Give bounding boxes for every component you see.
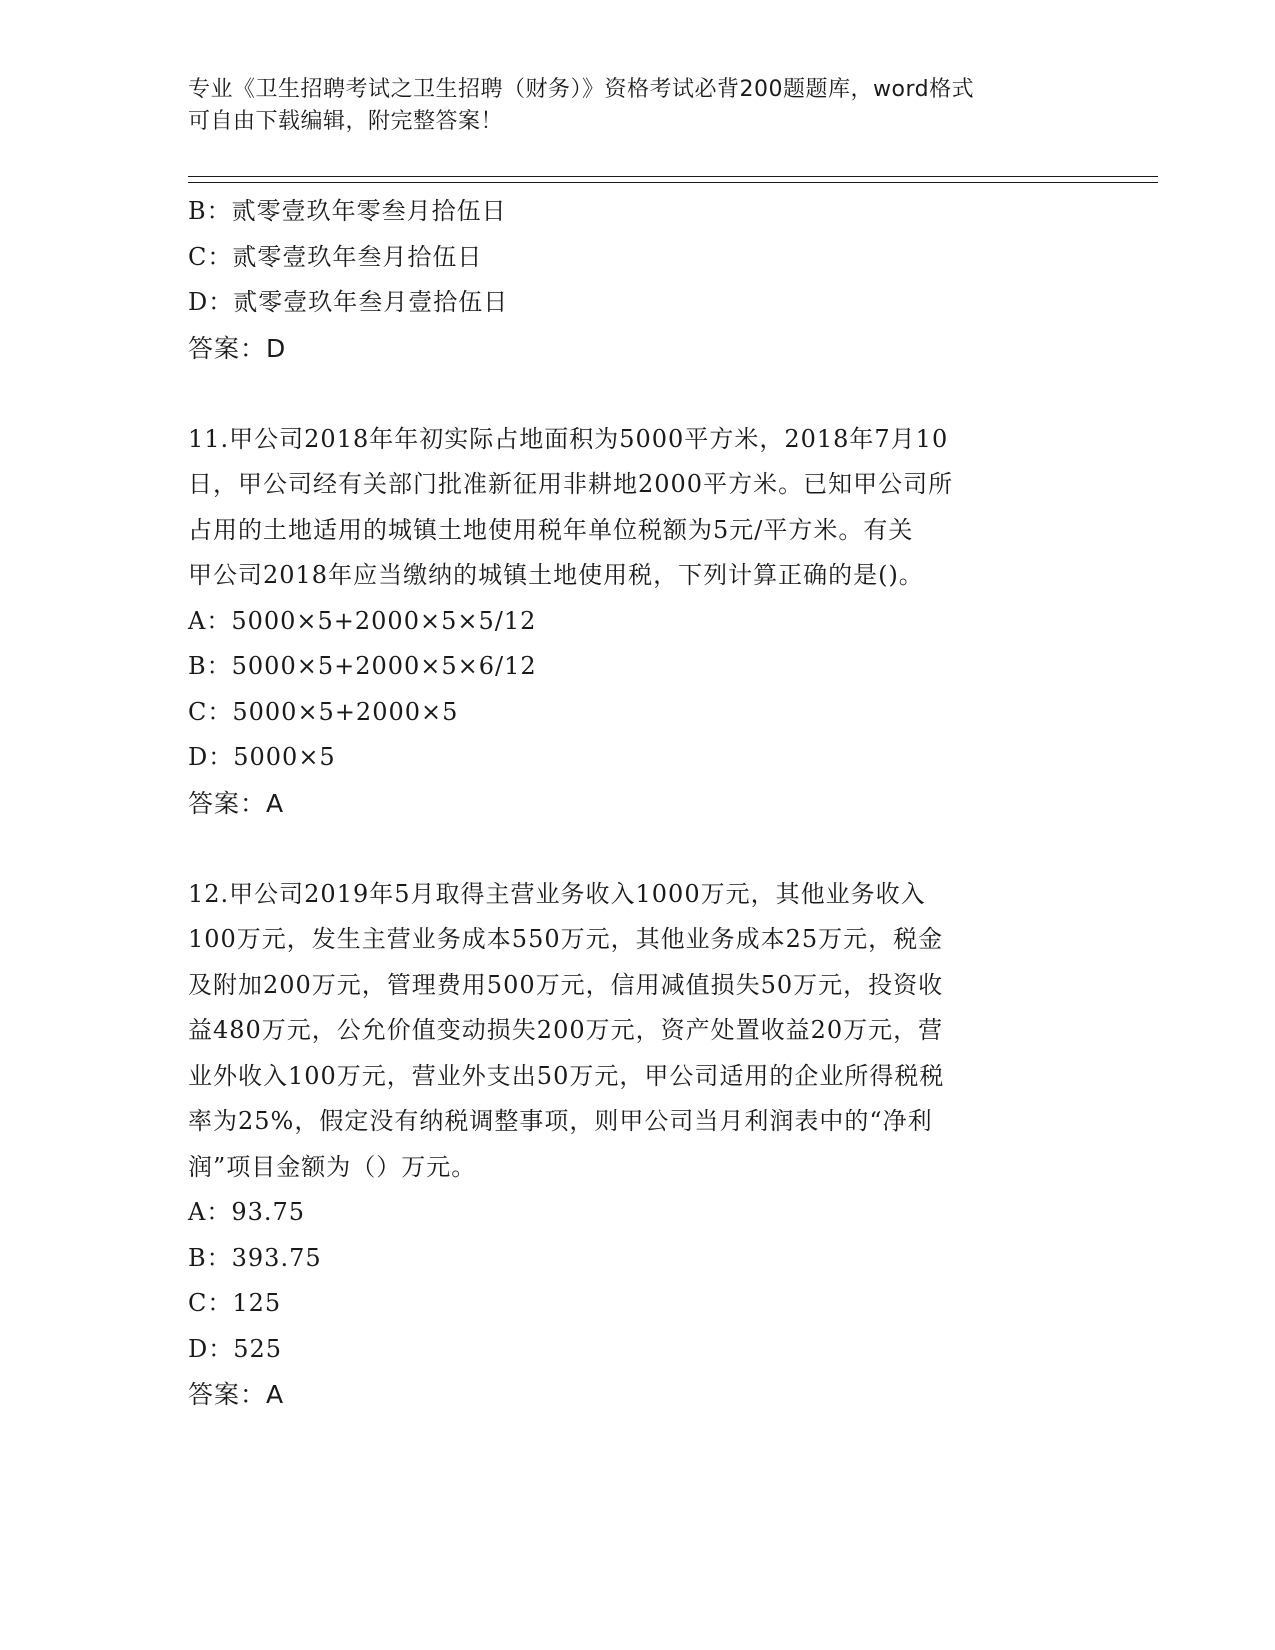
question-11 — [188, 417, 1088, 827]
header-divider-top — [188, 176, 1158, 177]
option-b: B：5000×5+2000×5×6/12 — [188, 652, 537, 680]
question-stem-line: 12.甲公司2019年5月取得主营业务收入1000万元，其他业务收入 — [188, 879, 926, 908]
header-line-2: 可自由下载编辑，附完整答案！ — [188, 109, 504, 134]
question-stem-line: 益480万元，公允价值变动损失200万元，资产处置收益20万元，营 — [188, 1016, 944, 1044]
question-stem-line: 率为25%，假定没有纳税调整事项，则甲公司当月利润表中的“净利 — [188, 1107, 933, 1135]
answer-line: 答案：A — [188, 788, 285, 818]
header-line-1: 专业《卫生招聘考试之卫生招聘（财务）》资格考试必背200题题库，word格式 — [188, 77, 975, 102]
question-10-tail — [188, 189, 1088, 371]
question-stem-line: 日，甲公司经有关部门批准新征用非耕地2000平方米。已知甲公司所 — [188, 470, 954, 498]
answer-line: 答案：D — [188, 333, 287, 363]
question-stem-line: 业外收入100万元，营业外支出50万元，甲公司适用的企业所得税税 — [188, 1061, 945, 1090]
question-list — [188, 189, 1088, 1418]
option-b: B：贰零壹玖年零叁月拾伍日 — [188, 197, 507, 225]
option-b: B：393.75 — [188, 1243, 322, 1272]
option-c: C：125 — [188, 1289, 282, 1317]
option-a: A：5000×5+2000×5×5/12 — [188, 606, 537, 635]
question-stem-line: 11.甲公司2018年年初实际占地面积为5000平方米，2018年7月10 — [188, 424, 949, 453]
question-stem-line: 甲公司2018年应当缴纳的城镇土地使用税，下列计算正确的是()。 — [188, 561, 924, 589]
option-c: C：5000×5+2000×5 — [188, 697, 459, 726]
question-stem-line: 100万元，发生主营业务成本550万元，其他业务成本25万元，税金 — [188, 925, 944, 953]
header-divider-bottom — [188, 182, 1158, 183]
option-d: D：525 — [188, 1334, 283, 1363]
option-d: D：5000×5 — [188, 743, 336, 771]
option-c: C：贰零壹玖年叁月拾伍日 — [188, 242, 483, 271]
answer-line: 答案：A — [188, 1380, 285, 1409]
question-stem-line: 润”项目金额为（）万元。 — [188, 1152, 477, 1181]
document-header — [188, 74, 1068, 138]
question-stem-line: 占用的土地适用的城镇土地使用税年单位税额为5元/平方米。有关 — [188, 515, 914, 544]
spacer — [188, 826, 1088, 872]
question-12 — [188, 872, 1088, 1418]
option-a: A：93.75 — [188, 1198, 306, 1226]
option-d: D：贰零壹玖年叁月壹拾伍日 — [188, 288, 509, 316]
spacer — [188, 371, 1088, 417]
question-stem-line: 及附加200万元，管理费用500万元，信用减值损失50万元，投资收 — [188, 970, 944, 999]
